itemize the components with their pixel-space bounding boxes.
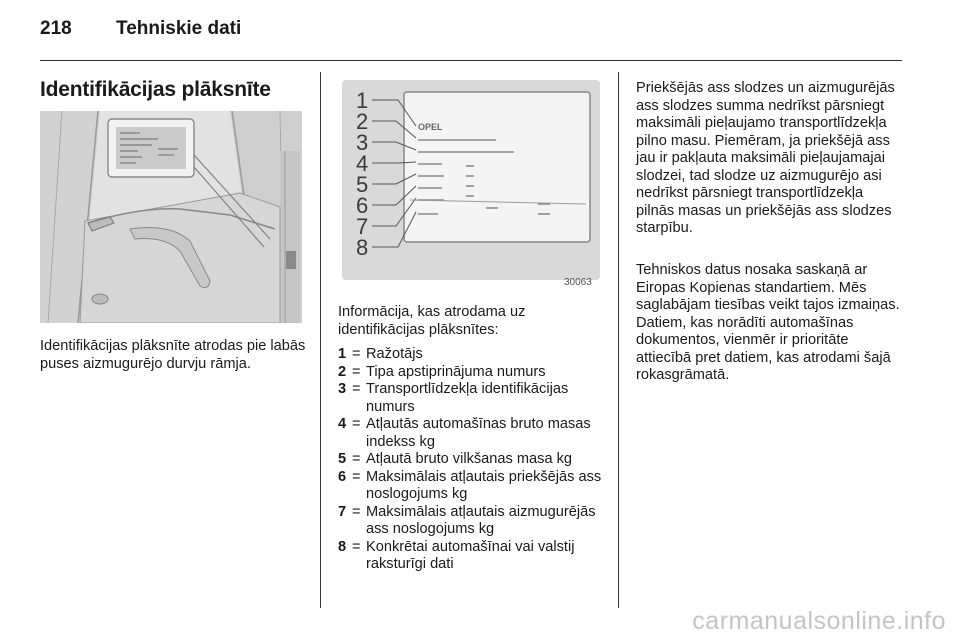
legend-text: Atļautā bruto vilkšanas masa kg [366, 451, 573, 467]
legend-item [338, 346, 608, 364]
legend-equals: = [352, 538, 361, 555]
svg-text:4: 4 [356, 151, 369, 176]
legend-number: 6 [338, 468, 347, 485]
column-divider-left [320, 72, 321, 608]
legend-equals: = [352, 468, 361, 485]
axle-load-paragraph: Priekšējās ass slodzes un aizmugurējās ass slodzes summa nedrīkst pārsniegt maksimāli pieļaujamo transportlīdzekļa pilno masu. Piemēram, ja priekšējā ass jau ir pakļauta maksimāli pieļaujamajai slodzei, tad slodze uz aizmugurējo asi nedrīkst pārsniegt transportlīdzekļa pilnās masas un priekšējās ass slodzes starpību. [636, 80, 895, 236]
svg-text:7: 7 [356, 214, 369, 239]
legend-item [338, 504, 608, 539]
legend-item [338, 451, 608, 469]
legend-item [338, 381, 608, 416]
legend-text: Tipa apstiprinājuma numurs [366, 363, 546, 380]
figure-code: 30063 [564, 277, 592, 288]
site-watermark: carmanualsonline.info [692, 607, 946, 635]
svg-text:1: 1 [356, 88, 369, 113]
legend-item [338, 364, 608, 382]
legend-number: 4 [338, 416, 347, 432]
header-rule [40, 60, 902, 61]
plate-intro: Informācija, kas atrodama uz identifikācijas plāksnītes: [338, 304, 526, 338]
svg-text:3: 3 [356, 130, 369, 155]
page-number: 218 [40, 18, 72, 39]
svg-text:6: 6 [356, 193, 369, 218]
legend-number: 2 [338, 363, 347, 380]
legend-equals: = [352, 416, 361, 432]
plate-legend [338, 346, 608, 574]
legend-number: 7 [338, 503, 347, 520]
legend-number: 1 [338, 346, 347, 362]
legend-text: Maksimālais atļautais aizmugurējās ass noslogojums kg [366, 503, 596, 537]
section-title: Identifikācijas plāksnīte [40, 78, 271, 101]
svg-text:5: 5 [356, 172, 369, 197]
legend-number: 5 [338, 451, 347, 467]
svg-text:8: 8 [356, 235, 369, 260]
plate-brand: OPEL [418, 122, 443, 132]
column-divider-right [618, 72, 619, 608]
identification-plate-diagram [338, 80, 602, 290]
legend-equals: = [352, 346, 361, 362]
legend-equals: = [352, 451, 361, 467]
door-frame-photo [40, 111, 302, 323]
legend-equals: = [352, 503, 361, 520]
legend-text: Konkrētai automašīnai vai valstij raksturīgi dati [366, 538, 575, 572]
legend-equals: = [352, 381, 361, 397]
legend-text: Atļautās automašīnas bruto masas indekss kg [366, 416, 591, 450]
legend-equals: = [352, 363, 361, 380]
chapter-title: Tehniskie dati [116, 18, 242, 39]
legend-item [338, 539, 608, 574]
svg-text:2: 2 [356, 109, 369, 134]
legend-text: Maksimālais atļautais priekšējās ass noslogojums kg [366, 468, 602, 502]
legend-number: 8 [338, 538, 347, 555]
legend-item [338, 416, 608, 451]
legend-text: Transportlīdzekļa identifikācijas numurs [366, 381, 569, 415]
legend-text: Ražotājs [366, 346, 423, 362]
location-paragraph: Identifikācijas plāksnīte atrodas pie labās puses aizmugurējo durvju rāmja. [40, 338, 306, 372]
standards-paragraph: Tehniskos datus nosaka saskaņā ar Eiropas Kopienas standartiem. Mēs saglabājam tiesības veikt tajos izmaiņas. Datiem, kas norādīti automašīnas dokumentos, vienmēr ir prioritāte attiecībā pret datiem, kas atrodami šajā rokasgrāmatā. [636, 262, 900, 383]
legend-item [338, 469, 608, 504]
legend-number: 3 [338, 381, 347, 397]
